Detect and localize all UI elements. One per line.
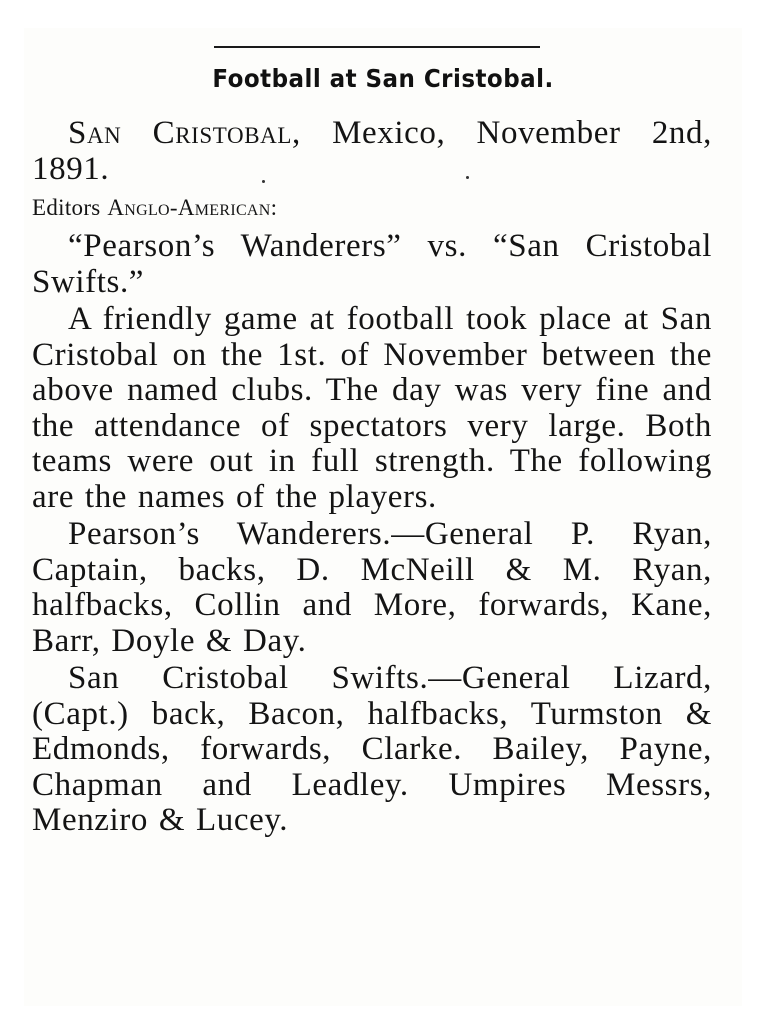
salutation-name: Anglo-American:	[100, 195, 278, 220]
paragraph-swifts-lineup: San Cristobal Swifts.—General Lizard, (Capt.) back, Bacon, halfbacks, Turmston & Edmonds, forwards, Clarke. Bailey, Payne, Chapman and Leadley. Umpires Messrs, Menziro & Lucey.	[32, 660, 712, 838]
cut-off-next-line	[84, 998, 344, 1004]
salutation-lead: Editors	[32, 195, 101, 220]
salutation	[32, 191, 712, 225]
dateline-place: San Cristobal,	[68, 115, 301, 151]
headline: Football at San Cristobal.	[212, 64, 554, 93]
top-rule	[214, 46, 540, 48]
article-body	[32, 116, 712, 841]
dateline	[32, 116, 712, 187]
newspaper-clipping	[24, 28, 742, 1006]
print-speck	[262, 180, 265, 183]
paragraph-matchup: “Pearson’s Wanderers” vs. “San Cristobal Swifts.”	[32, 228, 712, 300]
paragraph-wanderers-lineup: Pearson’s Wanderers.—General P. Ryan, Captain, backs, D. McNeill & M. Ryan, halfbacks, Collin and More, forwards, Kane, Barr, Doyle & Day.	[32, 516, 712, 659]
paragraph-report: A friendly game at football took place at San Cristobal on the 1st. of November between the above named clubs. The day was very fine and the attendance of spectators very large. Both teams were out in full strength. The following are the names of the players.	[32, 301, 712, 515]
print-speck	[466, 176, 469, 179]
dateline-rest: Mexico, November 2nd, 1891.	[32, 115, 712, 187]
